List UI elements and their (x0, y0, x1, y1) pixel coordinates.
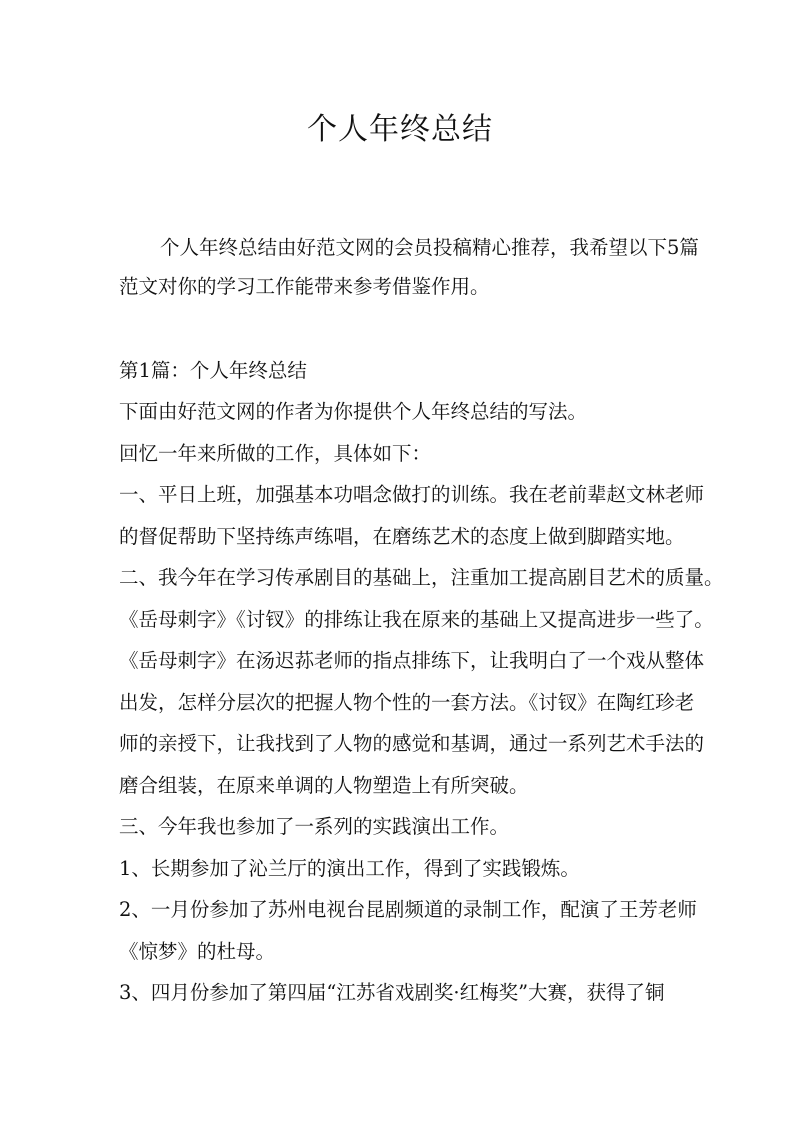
body-line-15: 3、四月份参加了第四届“江苏省戏剧奖·红梅奖”大赛，获得了铜 (119, 981, 665, 1004)
document-title: 个人年终总结 (307, 112, 493, 147)
body-line-2: 回忆一年来所做的工作，具体如下： (119, 442, 432, 465)
body-line-13: 2、一月份参加了苏州电视台昆剧频道的录制工作，配演了王芳老师 (119, 898, 697, 921)
intro-line-1: 个人年终总结由好范文网的会员投稿精心推荐，我希望以下5篇 (160, 236, 699, 259)
section-heading: 第1篇：个人年终总结 (119, 359, 307, 382)
body-line-5: 二、我今年在学习传承剧目的基础上，注重加工提高剧目艺术的质量。 (119, 566, 724, 589)
body-line-14: 《惊梦》的杜母。 (119, 940, 276, 963)
body-line-9: 师的亲授下，让我找到了人物的感觉和基调，通过一系列艺术手法的 (119, 732, 705, 755)
body-line-4: 的督促帮助下坚持练声练唱，在磨练艺术的态度上做到脚踏实地。 (119, 525, 685, 548)
body-line-6: 《岳母刺字》《讨钗》的排练让我在原来的基础上又提高进步一些了。 (119, 608, 714, 631)
body-line-11: 三、今年我也参加了一系列的实践演出工作。 (119, 815, 510, 838)
body-line-12: 1、长期参加了沁兰厅的演出工作，得到了实践锻炼。 (119, 857, 580, 880)
body-line-7: 《岳母刺字》在汤迟荪老师的指点排练下，让我明白了一个戏从整体 (119, 649, 705, 672)
body-line-8: 出发，怎样分层次的把握人物个性的一套方法。《讨钗》在陶红珍老 (119, 691, 695, 714)
intro-line-2: 范文对你的学习工作能带来参考借鉴作用。 (119, 275, 490, 298)
body-line-10: 磨合组装，在原来单调的人物塑造上有所突破。 (119, 774, 529, 797)
body-line-3: 一、平日上班，加强基本功唱念做打的训练。我在老前辈赵文林老师 (119, 483, 705, 506)
body-line-1: 下面由好范文网的作者为你提供个人年终总结的写法。 (119, 400, 588, 423)
